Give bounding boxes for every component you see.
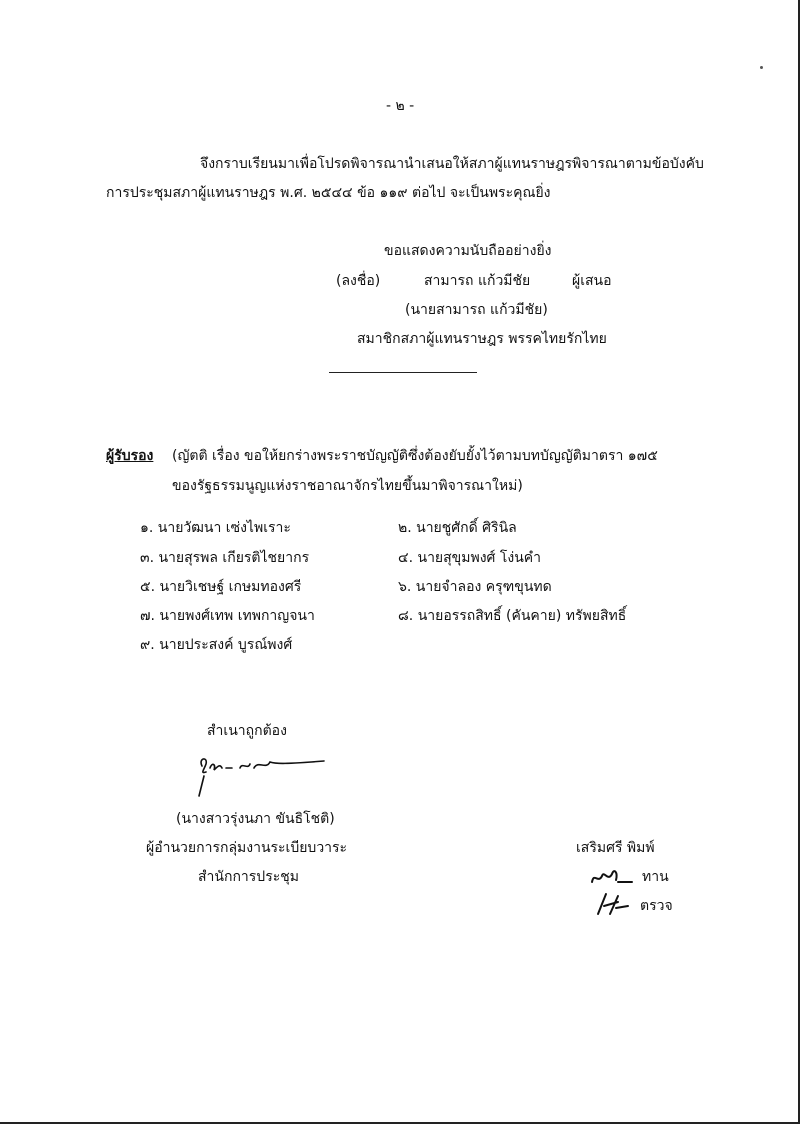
signature-name: สามารถ แก้วมีชัย bbox=[424, 273, 531, 289]
certifier-office: สำนักการประชุม bbox=[198, 869, 299, 885]
endorser-item: ๘. นายอรรถสิทธิ์ (คันคาย) ทรัพยสิทธิ์ bbox=[398, 608, 627, 624]
checker-initials bbox=[594, 890, 634, 918]
certifier-position: ผู้อำนวยการกลุ่มงานระเบียบวาระ bbox=[146, 840, 348, 856]
endorser-item: ๔. นายสุขุมพงศ์ โง่นคำ bbox=[398, 550, 542, 566]
proposer-role: ผู้เสนอ bbox=[572, 273, 612, 289]
certifier-name: (นางสาวรุ่งนภา ขันธิโชติ) bbox=[176, 811, 335, 827]
endorser-item: ๓. นายสุรพล เกียรติไชยากร bbox=[140, 550, 310, 566]
body-paragraph-line-2: การประชุมสภาผู้แทนราษฎร พ.ศ. ๒๕๔๔ ข้อ ๑๑๙ ต่อไป จะเป็นพระคุณยิ่ง bbox=[106, 185, 551, 201]
checked-label: ตรวจ bbox=[640, 898, 673, 914]
typist-name: เสริมศรี พิมพ์ bbox=[576, 840, 655, 856]
typist-initials bbox=[588, 862, 636, 892]
page-number: - ๒ - bbox=[386, 98, 415, 114]
closing-salutation: ขอแสดงความนับถืออย่างยิ่ง bbox=[384, 243, 552, 259]
proposer-full-name: (นายสามารถ แก้วมีชัย) bbox=[405, 302, 548, 318]
endorsers-description-line-2: ของรัฐธรรมนูญแห่งราชอาณาจักรไทยขึ้นมาพิจารณาใหม่) bbox=[172, 478, 523, 494]
endorsers-heading: ผู้รับรอง bbox=[106, 448, 154, 464]
endorser-item: ๙. นายประสงค์ บูรณ์พงศ์ bbox=[140, 637, 293, 653]
endorser-item: ๑. นายวัฒนา เซ่งไพเราะ bbox=[140, 520, 291, 536]
endorsers-description-line-1: (ญัตติ เรื่อง ขอให้ยกร่างพระราชบัญญัติซึ่งต้องยับยั้งไว้ตามบทบัญญัติมาตรา ๑๗๕ bbox=[172, 448, 658, 464]
certifier-signature bbox=[196, 752, 331, 800]
endorser-item: ๒. นายชูศักดิ์ ศิรินิล bbox=[398, 520, 517, 536]
endorser-item: ๖. นายจำลอง ครุฑขุนทด bbox=[398, 579, 552, 595]
certified-copy-title: สำเนาถูกต้อง bbox=[207, 723, 287, 739]
proposer-position: สมาชิกสภาผู้แทนราษฎร พรรคไทยรักไทย bbox=[357, 331, 607, 347]
divider-line bbox=[329, 372, 477, 373]
scan-speck bbox=[760, 66, 763, 69]
body-paragraph-line-1: จึงกราบเรียนมาเพื่อโปรดพิจารณานำเสนอให้สภาผู้แทนราษฎรพิจารณาตามข้อบังคับ bbox=[200, 156, 704, 172]
signed-label: (ลงชื่อ) bbox=[336, 273, 381, 289]
endorser-item: ๗. นายพงศ์เทพ เทพกาญจนา bbox=[140, 608, 315, 624]
endorser-item: ๕. นายวิเชษฐ์ เกษมทองศรี bbox=[140, 579, 302, 595]
typed-label: ทาน bbox=[642, 869, 669, 885]
